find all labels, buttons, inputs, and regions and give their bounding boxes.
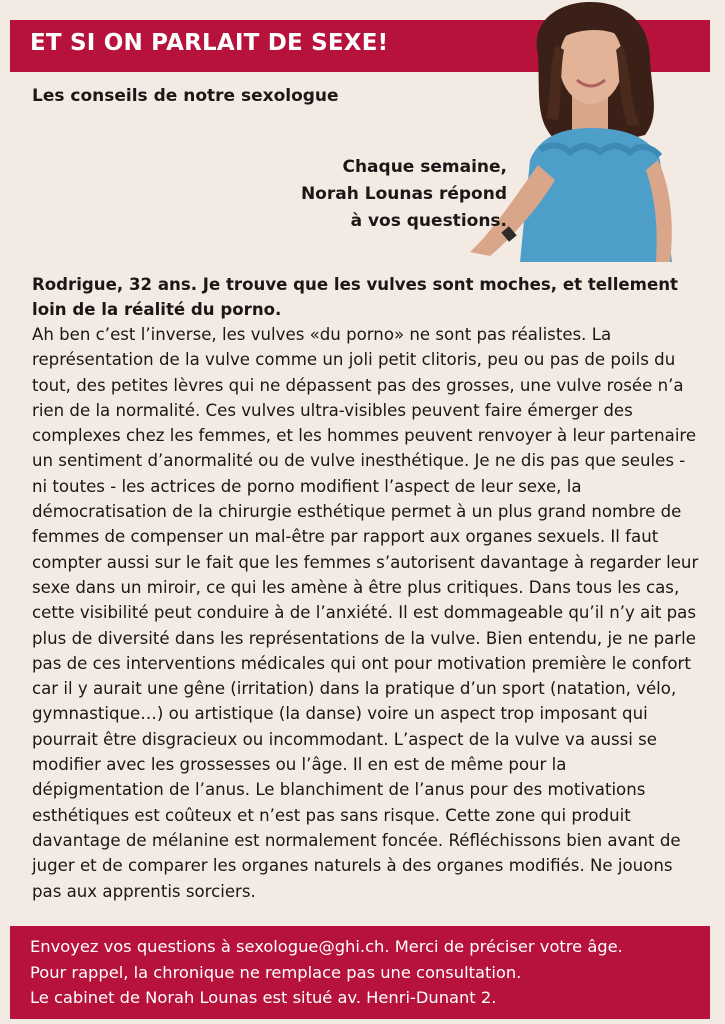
intro-line: à vos questions. xyxy=(350,211,507,231)
intro-line: Chaque semaine, xyxy=(342,157,507,177)
sexologist-answer: Ah ben c’est l’inverse, les vulves «du porno» ne sont pas réalistes. La représentation de la vulve comme un joli petit clitoris, peu ou pas de poils du tout, des petites lèvres qui ne dépassent pas des grosses, une vulve rosée n’a rien de la normalité. Ces vulves ultra-visibles peuvent faire émerger des complexes chez les femmes, et les hommes peuvent renvoyer à leur partenaire un sentiment d’anormalité ou de vulve inesthétique. Je ne dis pas que seules - ni toutes - les actrices de porno modifient l’aspect de leur sexe, la démocratisation de la chirurgie esthétique permet à un plus grand nombre de femmes de compenser un mal-être par rapport aux organes sexuels. Il faut compter aussi sur le fait que les femmes s’autorisent davantage à regarder leur sexe dans un miroir, ce qui les amène à être plus critiques. Dans tous les cas, cette visibilité peut conduire à de l’anxiété. Il est dommageable qu’il n’y ait pas plus de diversité dans les représentations de la vulve. Bien entendu, je ne parle pas de ces interventions médicales qui ont pour motivation première le confort car il y aurait une gêne (irritation) dans la pratique d’un sport (natation, vélo, gymnastique…) ou artistique (la danse) voire un aspect trop imposant qui pourrait être disgracieux ou incommodant. L’aspect de la vulve va aussi se modifier avec les grossesses ou l’âge. Il en est de même pour la dépigmentation de l’anus. Le blanchiment de l’anus pour des motivations esthétiques est coûteux et n’est pas sans risque. Cette zone qui produit davantage de mélanine est normalement foncée. Réfléchissons bien avant de juger et de comparer les organes naturels à des organes modifiés. Ne jouons pas aux apprentis sorciers. xyxy=(32,325,699,901)
article-body xyxy=(32,272,702,904)
intro-text xyxy=(301,154,507,235)
footer-line: Pour rappel, la chronique ne remplace pas une consultation. xyxy=(30,962,522,982)
footer-line: Le cabinet de Norah Lounas est situé av. Henri-Dunant 2. xyxy=(30,988,497,1007)
intro-line: Norah Lounas répond xyxy=(300,184,507,204)
reader-question: Rodrigue, 32 ans. Je trouve que les vulves sont moches, et tellement loin de la réalité du porno. xyxy=(32,275,678,319)
footer-banner xyxy=(10,926,710,1019)
column-subtitle: Les conseils de notre sexologue xyxy=(32,86,339,106)
column-title: ET SI ON PARLAIT DE SEXE! xyxy=(30,30,389,56)
footer-line: Envoyez vos questions à sexologue@ghi.ch. Merci de préciser votre âge. xyxy=(30,937,623,956)
